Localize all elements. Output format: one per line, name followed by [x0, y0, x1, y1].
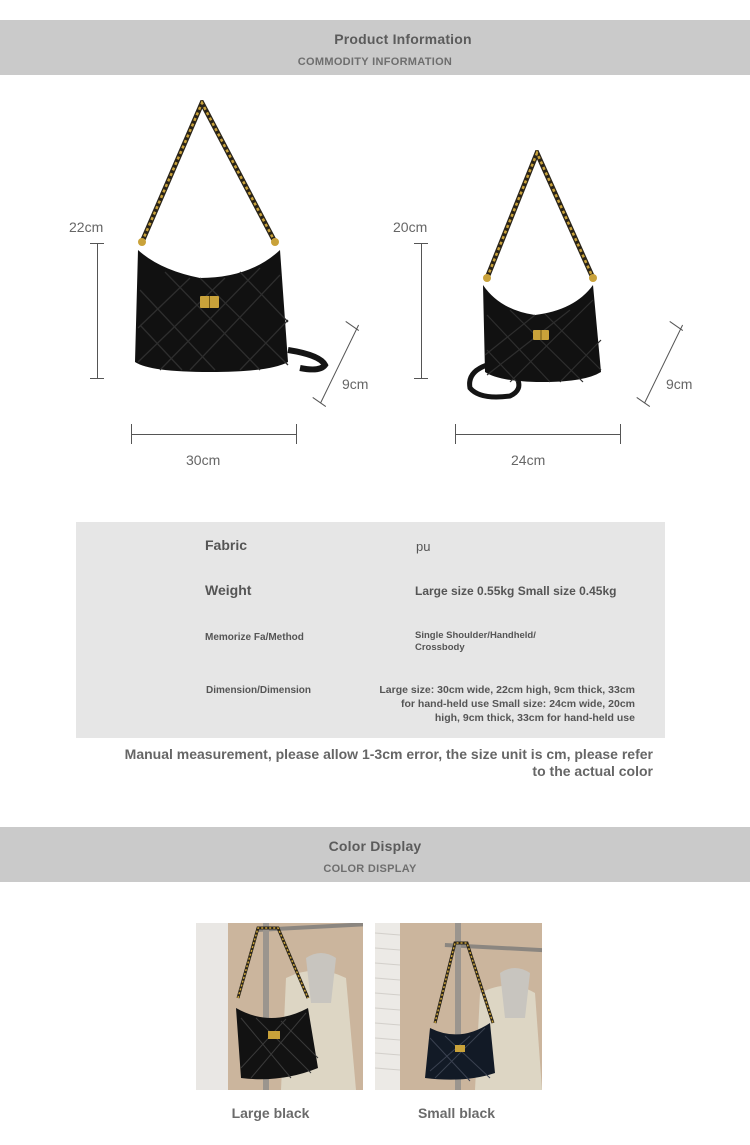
section-subtitle: COLOR DISPLAY [323, 863, 417, 875]
bag-photo-image [375, 923, 542, 1090]
spec-label: Dimension/Dimension [206, 685, 312, 696]
spec-value-line: for hand-held use Small size: 24cm wide, 20cm [401, 698, 635, 710]
spec-label: Memorize Fa/Method [205, 632, 304, 643]
depth-label: 9cm [666, 376, 693, 392]
depth-label: 9cm [342, 376, 369, 392]
section-title: Product Information [334, 31, 472, 47]
width-tick-left [131, 424, 132, 444]
width-tick-right [296, 424, 297, 444]
spec-value-line: Crossbody [415, 642, 465, 653]
spec-label: Fabric [205, 537, 248, 553]
width-label: 30cm [186, 452, 221, 468]
height-tick-bottom [414, 378, 428, 379]
height-line [421, 243, 422, 378]
color-option-caption: Small black [417, 1105, 496, 1121]
spec-value-line: Large size: 30cm wide, 22cm high, 9cm thick, 33cm [379, 684, 635, 696]
measurement-note [90, 746, 653, 780]
height-label: 20cm [393, 219, 428, 235]
spec-value-line: Single Shoulder/Handheld/ [415, 630, 536, 641]
spec-value [315, 683, 635, 725]
color-display-header [0, 827, 750, 882]
product-information-header [0, 20, 750, 75]
note-line: to the actual color [532, 763, 653, 779]
small-bag-image [465, 150, 610, 400]
spec-value: Large size 0.55kg Small size 0.45kg [415, 584, 617, 598]
width-line [131, 434, 296, 435]
color-option-caption: Large black [231, 1105, 310, 1121]
width-tick-left [455, 424, 456, 444]
color-option-small-black-photo[interactable] [375, 923, 542, 1090]
section-title: Color Display [328, 838, 422, 854]
width-label: 24cm [511, 452, 546, 468]
spec-value: pu [416, 539, 431, 554]
depth-tick-bottom [312, 397, 326, 407]
height-line [97, 243, 98, 378]
bag-photo-image [196, 923, 363, 1090]
depth-tick-bottom [636, 397, 650, 407]
height-label: 22cm [69, 219, 104, 235]
spec-value-line: high, 9cm thick, 33cm for hand-held use [434, 712, 635, 724]
large-bag-image [120, 100, 335, 380]
width-tick-right [620, 424, 621, 444]
spec-label: Weight [205, 582, 252, 598]
specs-table [76, 522, 665, 738]
color-option-large-black-photo[interactable] [196, 923, 363, 1090]
note-line: Manual measurement, please allow 1-3cm error, the size unit is cm, please refer [124, 746, 653, 762]
width-line [455, 434, 620, 435]
section-subtitle: COMMODITY INFORMATION [297, 56, 453, 68]
height-tick-bottom [90, 378, 104, 379]
